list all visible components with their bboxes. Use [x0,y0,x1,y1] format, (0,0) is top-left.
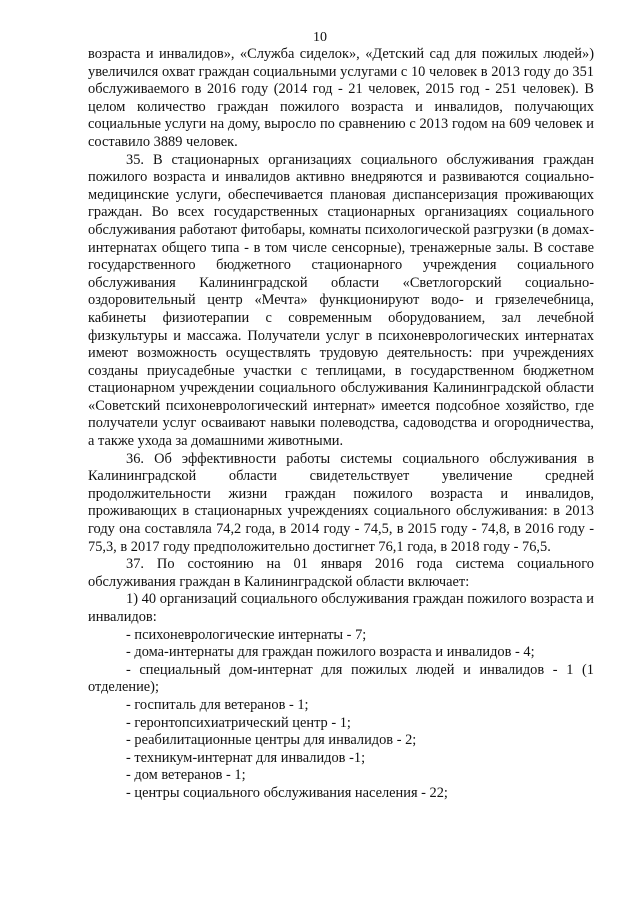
list-item: - реабилитационные центры для инвалидов - 2; [126,732,417,749]
list-item: - дома-интернаты для граждан пожилого возраста и инвалидов - 4; [126,644,535,661]
list-intro: 1) 40 организаций социального обслуживания граждан пожилого возраста и инвалидов: [88,591,594,625]
document-body [88,46,594,803]
list-item: - техникум-интернат для инвалидов -1; [126,749,366,766]
list-item: - центры социального обслуживания населения - 22; [126,784,448,801]
paragraph-37: 37. По состоянию на 01 января 2016 года система социального обслуживания граждан в Калининградской области включает: [88,556,594,590]
organization-list [88,627,594,803]
list-item: - психоневрологические интернаты - 7; [126,626,367,643]
list-item: - госпиталь для ветеранов - 1; [126,696,309,713]
paragraph-36: 36. Об эффективности работы системы социального обслуживания в Калининградской области свидетельствует увеличение средней продолжительности жизни граждан пожилого возраста и инвалидов, проживающих в стационарных учреждениях социального обслуживания: в 2013 году она составляла 74,2 года, в 2014 году - 74,5, в 2015 году - 74,8, в 2016 году - 75,3, в 2017 году предположительно достигнет 76,1 года, в 2018 году - 76,5. [88,450,594,555]
list-item: - дом ветеранов - 1; [126,767,246,784]
paragraph-35: 35. В стационарных организациях социального обслуживания граждан пожилого возраста и инвалидов активно внедряются и развиваются социально-медицинские услуги, обеспечивается плановая диспансеризация проживающих граждан. Во всех государственных стационарных организациях социального обслуживания работают фитобары, комнаты психологической разгрузки (в домах-интернатах общего типа - в том числе сенсорные), тренажерные залы. В составе государственного бюджетного стационарного учреждения социального обслуживания Калининградской области «Светлогорский социально-оздоровительный центр «Мечта» функционируют водо- и грязелечебница, кабинеты физиотерапии с современным оборудованием, зал лечебной физкультуры и массажа. Получатели услуг в психоневрологических интернатах имеют возможность осуществлять трудовую деятельность: при учреждениях созданы приусадебные участки с теплицами, в государственном бюджетном стационарном учреждении социального обслуживания Калининградской области «Советский психоневрологический интернат» имеется подсобное хозяйство, где получатели услуг осваивают навыки полеводства, садоводства и огородничества, а также ухода за домашними животными. [88,151,594,450]
list-item: - специальный дом-интернат для пожилых людей и инвалидов - 1 (1 отделение); [88,661,594,696]
page-number: 10 [313,30,327,45]
paragraph-continuation: возраста и инвалидов», «Служба сиделок», «Детский сад для пожилых людей») увеличился охват граждан социальными услугами с 10 человек в 2013 году до 351 обслуживаемого в 2016 году (2014 год - 21 человек, 2015 год - 251 человек). В целом количество граждан пожилого возраста и инвалидов, получающих социальные услуги на дому, выросло по сравнению с 2013 годом на 609 человек и составило 3889 человек. [88,46,594,150]
list-item: - геронтопсихиатрический центр - 1; [126,714,351,731]
